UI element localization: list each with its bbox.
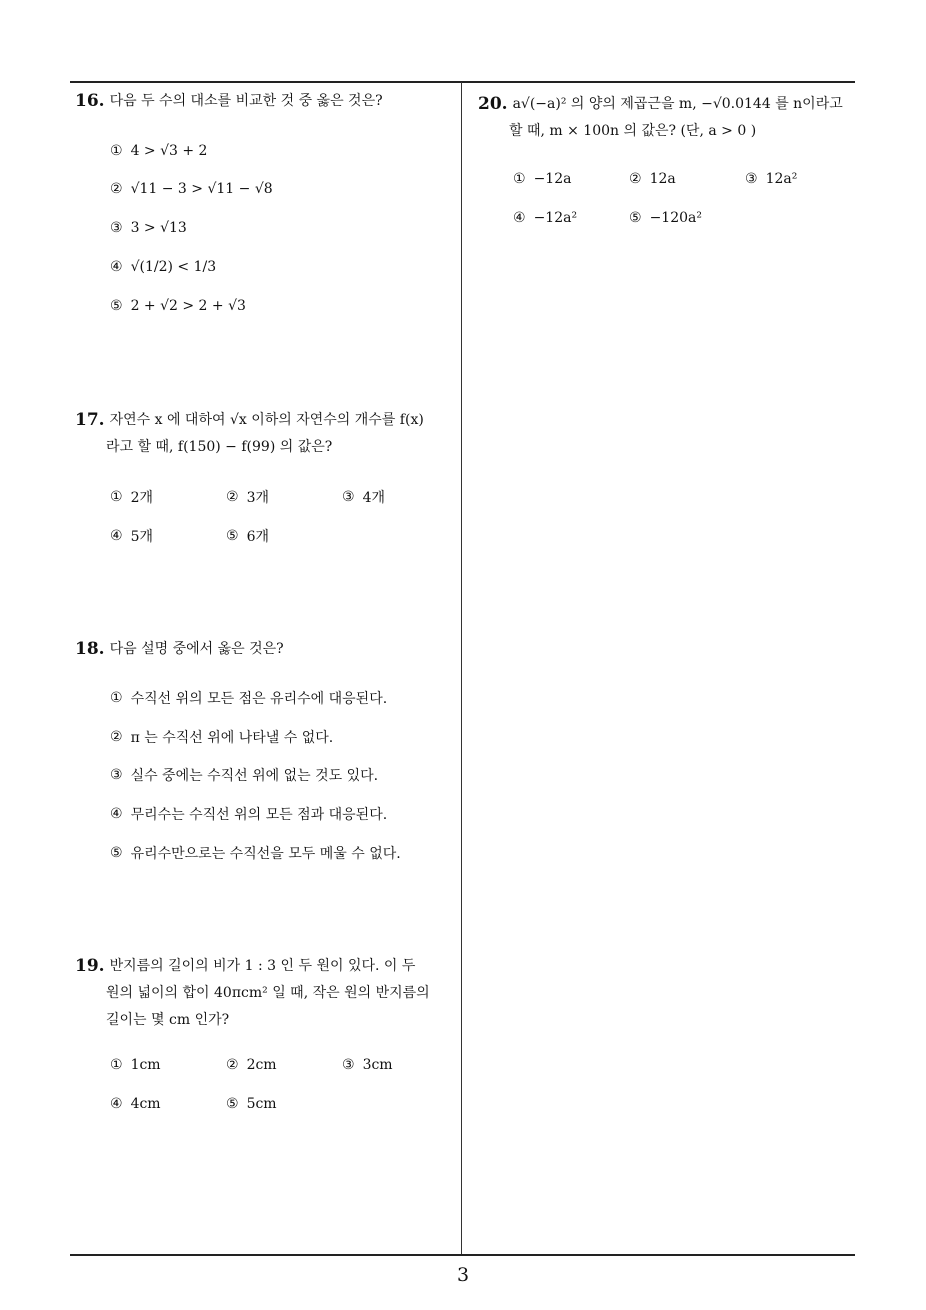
option-17-5[interactable] — [226, 526, 269, 546]
option-mark: ④ — [110, 1096, 123, 1112]
option-mark: ⑤ — [629, 210, 642, 226]
option-20-1[interactable] — [513, 171, 571, 187]
option-mark: ③ — [110, 767, 123, 783]
option-mark: ② — [110, 729, 123, 745]
option-text: 2cm — [246, 1057, 277, 1073]
option-text: −120a² — [649, 210, 702, 226]
option-20-3[interactable] — [745, 171, 797, 187]
page-number: 3 — [456, 1264, 470, 1286]
option-19-3[interactable] — [342, 1057, 393, 1073]
top-rule — [70, 81, 855, 83]
column-divider — [461, 82, 462, 1254]
option-19-5[interactable] — [226, 1096, 277, 1112]
question-text: 다음 설명 중에서 옳은 것은? — [109, 641, 284, 657]
option-mark: ⑤ — [110, 845, 123, 861]
option-text: 5개 — [130, 529, 153, 545]
option-18-2[interactable] — [110, 727, 333, 747]
option-18-1[interactable] — [110, 688, 387, 708]
option-17-3[interactable] — [342, 487, 385, 507]
option-mark: ① — [110, 1057, 123, 1073]
option-16-2[interactable] — [110, 181, 273, 197]
option-text: 실수 중에는 수직선 위에 없는 것도 있다. — [130, 768, 379, 784]
option-mark: ② — [629, 171, 642, 187]
question-text: 다음 두 수의 대소를 비교한 것 중 옳은 것은? — [109, 93, 383, 109]
option-19-4[interactable] — [110, 1096, 161, 1112]
question-19 — [75, 953, 460, 1034]
option-text: −12a² — [533, 210, 578, 226]
question-number: 19. — [75, 956, 105, 976]
option-mark: ④ — [110, 259, 123, 275]
question-20 — [478, 91, 858, 145]
question-text-line2: 할 때, m × 100n 의 값은? (단, a > 0 ) — [509, 123, 757, 139]
option-16-4[interactable] — [110, 259, 216, 275]
option-mark: ③ — [342, 1057, 355, 1073]
option-text: 무리수는 수직선 위의 모든 점과 대응된다. — [130, 807, 388, 823]
option-17-1[interactable] — [110, 487, 153, 507]
option-text: 6개 — [246, 529, 269, 545]
option-text: 3cm — [362, 1057, 393, 1073]
option-mark: ③ — [745, 171, 758, 187]
option-19-1[interactable] — [110, 1057, 161, 1073]
option-mark: ④ — [110, 528, 123, 544]
option-text: −12a — [533, 171, 572, 187]
option-19-2[interactable] — [226, 1057, 277, 1073]
option-mark: ③ — [342, 489, 355, 505]
option-text: π 는 수직선 위에 나타낼 수 없다. — [130, 730, 334, 746]
option-text: √11 − 3 > √11 − √8 — [130, 181, 273, 197]
option-20-4[interactable] — [513, 210, 577, 226]
option-mark: ① — [110, 143, 123, 159]
question-number: 16. — [75, 91, 105, 111]
option-mark: ⑤ — [226, 1096, 239, 1112]
question-text-line1: 반지름의 길이의 비가 1 : 3 인 두 원이 있다. 이 두 — [109, 958, 416, 974]
option-text: 5cm — [246, 1096, 277, 1112]
option-17-2[interactable] — [226, 487, 269, 507]
option-mark: ② — [110, 181, 123, 197]
option-text: 2 + √2 > 2 + √3 — [130, 298, 246, 314]
option-mark: ① — [513, 171, 526, 187]
question-number: 20. — [478, 94, 508, 114]
option-text: 수직선 위의 모든 점은 유리수에 대응된다. — [130, 691, 388, 707]
question-text-line3: 길이는 몇 cm 인가? — [106, 1012, 230, 1028]
option-20-2[interactable] — [629, 171, 676, 187]
option-18-3[interactable] — [110, 765, 378, 785]
question-text-line1: a√(−a)² 의 양의 제곱근을 m, −√0.0144 를 n이라고 — [512, 96, 843, 112]
option-20-5[interactable] — [629, 210, 702, 226]
option-text: 3 > √13 — [130, 220, 187, 236]
option-18-4[interactable] — [110, 804, 387, 824]
option-16-3[interactable] — [110, 220, 187, 236]
option-mark: ② — [226, 489, 239, 505]
option-mark: ② — [226, 1057, 239, 1073]
option-17-4[interactable] — [110, 526, 153, 546]
option-text: 2개 — [130, 490, 153, 506]
option-text: 유리수만으로는 수직선을 모두 메울 수 없다. — [130, 846, 401, 862]
option-mark: ④ — [513, 210, 526, 226]
option-mark: ⑤ — [110, 298, 123, 314]
option-mark: ① — [110, 690, 123, 706]
option-text: 4개 — [362, 490, 385, 506]
option-16-1[interactable] — [110, 143, 207, 159]
option-mark: ③ — [110, 220, 123, 236]
question-17 — [75, 407, 460, 461]
option-mark: ④ — [110, 806, 123, 822]
option-mark: ① — [110, 489, 123, 505]
option-text: 12a² — [765, 171, 798, 187]
option-text: √(1/2) < 1/3 — [130, 259, 217, 275]
option-18-5[interactable] — [110, 843, 401, 863]
option-16-5[interactable] — [110, 298, 246, 314]
question-number: 18. — [75, 639, 105, 659]
option-text: 3개 — [246, 490, 269, 506]
option-mark: ⑤ — [226, 528, 239, 544]
option-text: 4 > √3 + 2 — [130, 143, 208, 159]
question-16 — [75, 88, 455, 115]
question-text-line1: 자연수 x 에 대하여 √x 이하의 자연수의 개수를 f(x) — [109, 412, 424, 428]
bottom-rule — [70, 1254, 855, 1256]
question-text-line2: 원의 넓이의 합이 40πcm² 일 때, 작은 원의 반지름의 — [106, 985, 430, 1001]
option-text: 4cm — [130, 1096, 161, 1112]
question-18 — [75, 636, 455, 663]
question-text-line2: 라고 할 때, f(150) − f(99) 의 값은? — [106, 439, 333, 455]
question-number: 17. — [75, 410, 105, 430]
option-text: 1cm — [130, 1057, 161, 1073]
option-text: 12a — [649, 171, 676, 187]
